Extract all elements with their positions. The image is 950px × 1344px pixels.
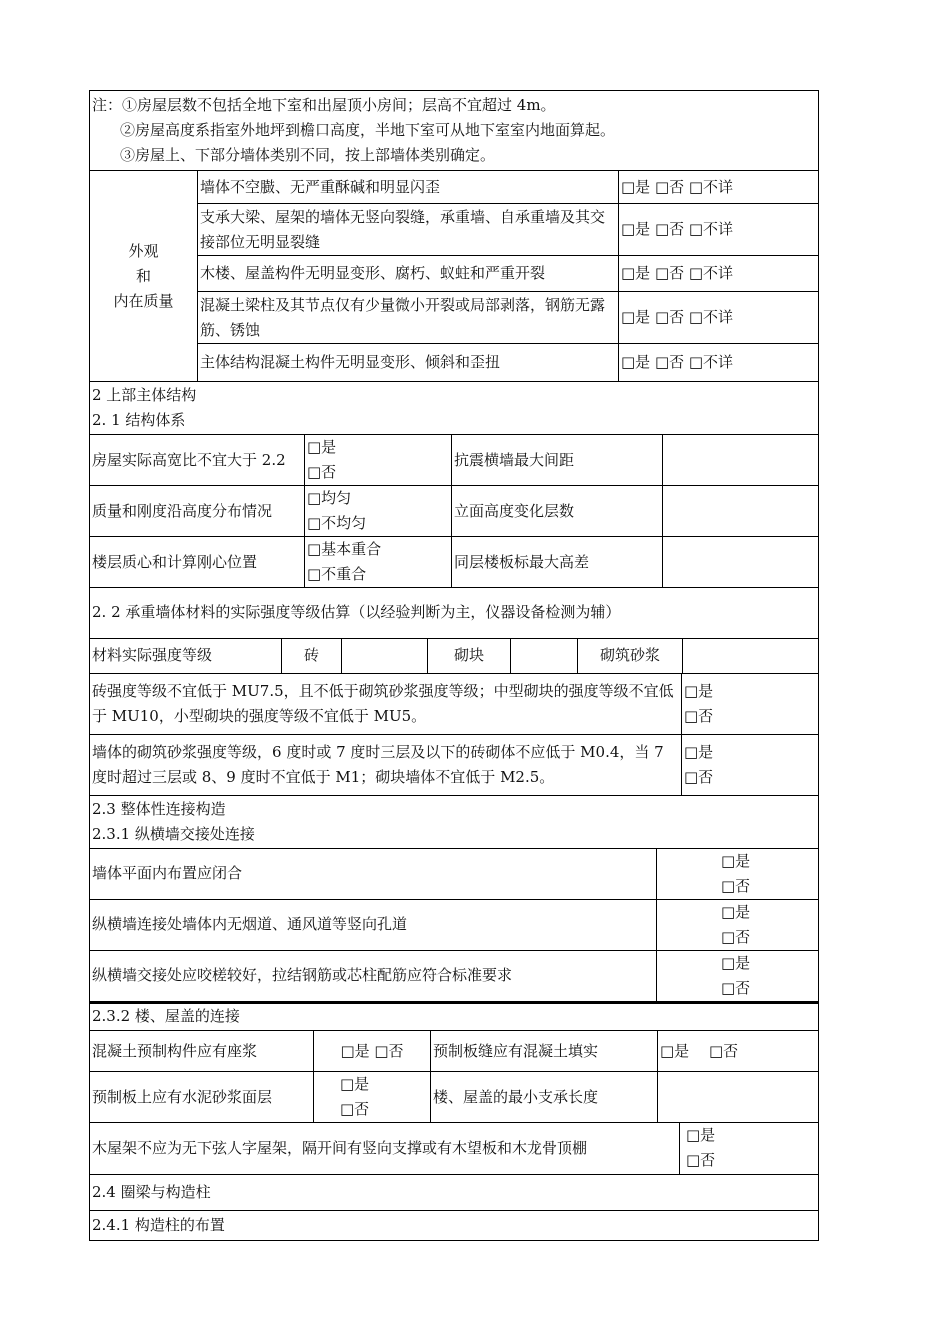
section-2-title: 2 上部主体结构 bbox=[92, 386, 197, 404]
appearance-options[interactable]: □是 □否 □不详 bbox=[619, 344, 819, 382]
section-2-4-title: 2.4 圈梁与构造柱 bbox=[90, 1174, 819, 1210]
value-field[interactable] bbox=[663, 435, 819, 486]
note-1: 注：①房屋层数不包括全地下室和出屋顶小房间；层高不宜超过 4m。 bbox=[92, 96, 556, 114]
material-strength-table bbox=[89, 588, 819, 674]
row-label-2: 预制板缝应有混凝土填实 bbox=[431, 1031, 658, 1072]
row-label: 混凝土预制构件应有座浆 bbox=[90, 1031, 314, 1072]
appearance-item: 支承大梁、屋架的墙体无竖向裂缝，承重墙、自承重墙及其交接部位无明显裂缝 bbox=[198, 204, 619, 256]
appearance-options[interactable]: □是 □否 □不详 bbox=[619, 171, 819, 204]
appearance-table bbox=[89, 90, 819, 382]
appearance-options[interactable]: □是 □否 □不详 bbox=[619, 204, 819, 256]
option-group[interactable]: □基本重合 □不重合 bbox=[305, 537, 452, 588]
block-value[interactable] bbox=[511, 638, 578, 673]
strength-check-text: 墙体的砌筑砂浆强度等级，6 度时或 7 度时三层及以下的砖砌体不应低于 M0.4，当 7 度时超过三层或 8、9 度时不宜低于 M1；砌块墙体不宜低于 M2.5。 bbox=[90, 734, 682, 795]
roof-truss-text: 木屋架不应为无下弦人字屋架，隔开间有竖向支撑或有木望板和木龙骨顶棚 bbox=[90, 1123, 680, 1174]
inspection-form bbox=[89, 90, 818, 1241]
brick-value[interactable] bbox=[342, 638, 428, 673]
appearance-options[interactable]: □是 □否 □不详 bbox=[619, 256, 819, 292]
notes-cell bbox=[90, 91, 819, 171]
row-label: 质量和刚度沿高度分布情况 bbox=[90, 486, 305, 537]
row-label: 预制板上应有水泥砂浆面层 bbox=[90, 1072, 314, 1123]
strength-check-text: 砖强度等级不宜低于 MU7.5，且不低于砌筑砂浆强度等级；中型砌块的强度等级不宜低于 MU10，小型砌块的强度等级不宜低于 MU5。 bbox=[90, 674, 682, 735]
wall-connection-table bbox=[89, 796, 819, 1002]
appearance-item: 混凝土梁柱及其节点仅有少量微小开裂或局部剥落，钢筋无露筋、锈蚀 bbox=[198, 292, 619, 344]
section-2-2-title: 2. 2 承重墙体材料的实际强度等级估算（以经验判断为主，仪器设备检测为辅） bbox=[90, 588, 819, 638]
note-2: ②房屋高度系指室外地坪到檐口高度，半地下室可从地下室室内地面算起。 bbox=[120, 121, 616, 139]
option-group[interactable]: □是 □否 bbox=[682, 674, 819, 735]
option-group[interactable]: □均匀 □不均匀 bbox=[305, 486, 452, 537]
note-3: ③房屋上、下部分墙体类别不同，按上部墙体类别确定。 bbox=[120, 146, 496, 164]
option-group[interactable]: □是 □否 bbox=[682, 734, 819, 795]
option-group[interactable]: □是 □否 bbox=[314, 1031, 431, 1072]
appearance-item: 墙体不空臌、无严重酥碱和明显闪歪 bbox=[198, 171, 619, 204]
connection-item: 纵横墙连接处墙体内无烟道、通风道等竖向孔道 bbox=[90, 899, 657, 950]
option-group[interactable]: □是 □否 bbox=[658, 1031, 819, 1072]
section-2-header bbox=[90, 382, 819, 435]
block-label: 砌块 bbox=[428, 638, 511, 673]
row-label: 楼层质心和计算刚心位置 bbox=[90, 537, 305, 588]
row-label-2: 楼、屋盖的最小支承长度 bbox=[431, 1072, 658, 1123]
appearance-label: 外观 和 内在质量 bbox=[90, 171, 198, 382]
brick-label: 砖 bbox=[282, 638, 342, 673]
option-group[interactable]: □是 □否 bbox=[657, 899, 819, 950]
option-group[interactable]: □是 □否 bbox=[657, 950, 819, 1001]
option-group[interactable]: □是 □否 bbox=[314, 1072, 431, 1123]
appearance-item: 主体结构混凝土构件无明显变形、倾斜和歪扭 bbox=[198, 344, 619, 382]
row-label-2: 抗震横墙最大间距 bbox=[452, 435, 663, 486]
value-field[interactable] bbox=[663, 486, 819, 537]
section-2-3-header bbox=[90, 796, 819, 849]
row-label-2: 同层楼板标最大高差 bbox=[452, 537, 663, 588]
connection-item: 纵横墙交接处应咬槎较好，拉结钢筋或芯柱配筋应符合标准要求 bbox=[90, 950, 657, 1001]
mortar-label: 砌筑砂浆 bbox=[578, 638, 683, 673]
option-group[interactable]: □是 □否 bbox=[305, 435, 452, 486]
option-group[interactable]: □是 □否 bbox=[680, 1123, 819, 1174]
appearance-options[interactable]: □是 □否 □不详 bbox=[619, 292, 819, 344]
roof-truss-table bbox=[89, 1123, 819, 1241]
value-field[interactable] bbox=[663, 537, 819, 588]
strength-check-table bbox=[89, 674, 819, 796]
appearance-item: 木楼、屋盖构件无明显变形、腐朽、蚁蛀和严重开裂 bbox=[198, 256, 619, 292]
section-2-3-1-title: 2.3.1 纵横墙交接处连接 bbox=[92, 824, 255, 843]
section-2-3-2-title: 2.3.2 楼、屋盖的连接 bbox=[90, 1003, 819, 1031]
option-group[interactable]: □是 □否 bbox=[657, 848, 819, 899]
material-label: 材料实际强度等级 bbox=[90, 638, 282, 673]
floor-connection-table bbox=[89, 1002, 819, 1124]
section-2-1-title: 2. 1 结构体系 bbox=[92, 411, 186, 429]
value-field[interactable] bbox=[658, 1072, 819, 1123]
section-2-3-title: 2.3 整体性连接构造 bbox=[92, 799, 226, 818]
connection-item: 墙体平面内布置应闭合 bbox=[90, 848, 657, 899]
mortar-value[interactable] bbox=[683, 638, 819, 673]
section-2-4-1-title: 2.4.1 构造柱的布置 bbox=[90, 1210, 819, 1240]
structure-system-table bbox=[89, 382, 819, 588]
row-label: 房屋实际高宽比不宜大于 2.2 bbox=[90, 435, 305, 486]
row-label-2: 立面高度变化层数 bbox=[452, 486, 663, 537]
